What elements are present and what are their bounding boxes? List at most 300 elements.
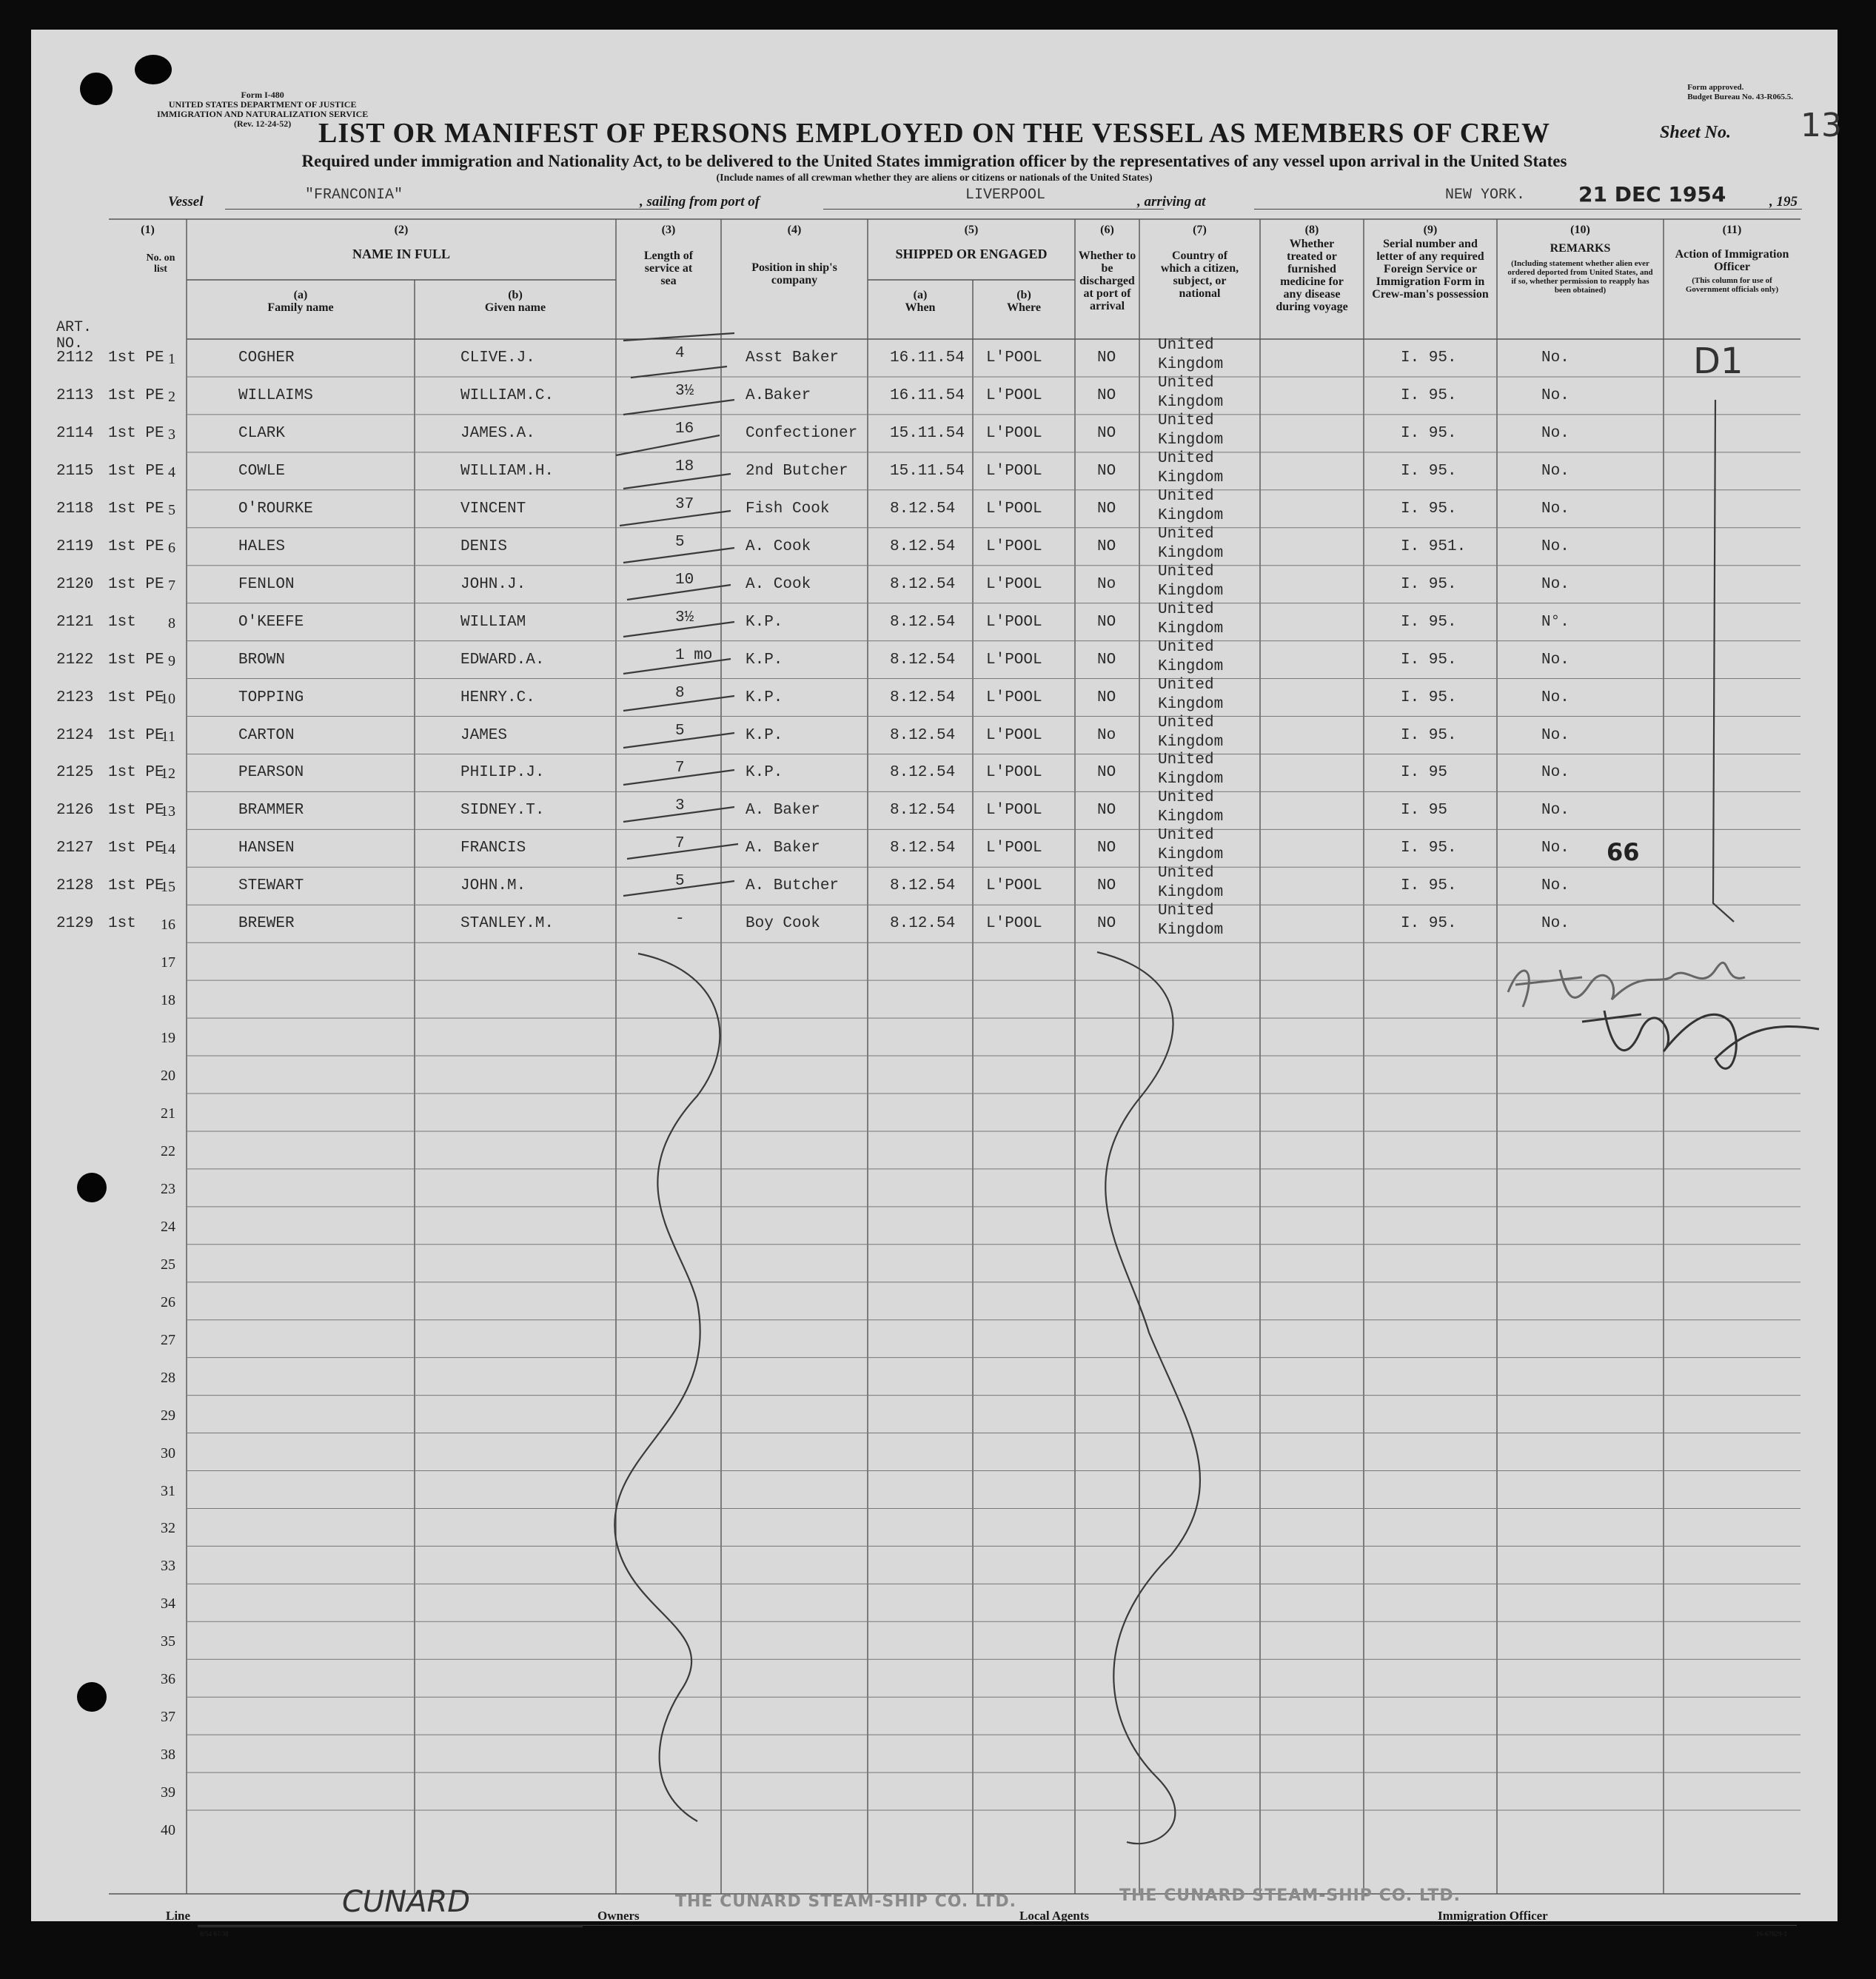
discharge-status: No	[1097, 726, 1116, 744]
class-code: 1st PE	[108, 538, 164, 555]
year-suffix: , 195	[1769, 194, 1798, 210]
col2a-label: Family name	[267, 301, 334, 314]
col6-number: (6)	[1100, 224, 1114, 236]
shipped-when: 8.12.54	[890, 764, 956, 782]
list-number: 20	[161, 1068, 175, 1085]
col2-number: (2)	[394, 224, 409, 236]
art-number: 2112	[56, 349, 94, 366]
shipped-when: 8.12.54	[890, 575, 956, 593]
country-cell: United Kingdom	[1158, 337, 1224, 373]
print-code-right: 16-67829-1	[1756, 1930, 1787, 1938]
class-code: 1st PE	[108, 575, 164, 593]
form-number-cell: I. 95.	[1401, 651, 1457, 669]
form-number: Form I-480	[241, 90, 284, 100]
length-of-service: 3½	[675, 382, 694, 400]
remarks-cell: No.	[1541, 840, 1570, 857]
form-number-cell: I. 95.	[1401, 349, 1457, 366]
col9-header	[1364, 224, 1497, 301]
family-name: O'KEEFE	[238, 613, 304, 631]
discharge-status: NO	[1097, 651, 1116, 669]
col1-number: (1)	[141, 224, 155, 236]
art-number: 2126	[56, 802, 94, 820]
length-of-service: -	[675, 911, 685, 928]
family-name: HANSEN	[238, 840, 295, 857]
length-of-service: 10	[675, 571, 694, 589]
col11-label: Action of Immigration Officer	[1675, 248, 1789, 273]
family-name: BREWER	[238, 915, 295, 933]
list-number: 29	[161, 1407, 175, 1424]
country-cell: United Kingdom	[1158, 600, 1224, 637]
list-number: 19	[161, 1030, 175, 1047]
length-of-service: 18	[675, 458, 694, 475]
discharge-status: NO	[1097, 915, 1116, 933]
list-number: 9	[168, 652, 175, 669]
discharge-status: NO	[1097, 689, 1116, 706]
table-row	[31, 867, 1838, 905]
col1-header	[109, 224, 187, 275]
shipped-when: 8.12.54	[890, 802, 956, 820]
position: K.P.	[746, 689, 783, 706]
di-annotation: D1	[1693, 341, 1743, 382]
line-value-handwritten: CUNARD	[342, 1885, 471, 1919]
art-number: 2127	[56, 840, 94, 857]
class-code: 1st PE	[108, 689, 164, 706]
remarks-cell: No.	[1541, 462, 1570, 480]
art-number: 2121	[56, 613, 94, 631]
col4-label: Position in ship's company	[751, 261, 837, 287]
class-code: 1st PE	[108, 726, 164, 744]
position: Boy Cook	[746, 915, 820, 933]
col9-number: (9)	[1423, 224, 1438, 236]
discharge-status: NO	[1097, 538, 1116, 555]
list-number: 35	[161, 1633, 175, 1650]
length-of-service: 5	[675, 533, 685, 551]
table-row	[31, 714, 1838, 754]
country-cell: United Kingdom	[1158, 903, 1224, 940]
position: Asst Baker	[746, 349, 840, 366]
agency-name: UNITED STATES DEPARTMENT OF JUSTICE	[168, 99, 357, 110]
col5-header	[868, 224, 1075, 261]
art-number: 2124	[56, 726, 94, 744]
given-name: STANLEY.M.	[460, 915, 555, 933]
form-number-cell: I. 95.	[1401, 840, 1457, 857]
list-number: 31	[161, 1482, 175, 1499]
form-subnote: (Include names of all crewman whether they are aliens or citizens or nationals of the United States)	[716, 173, 1153, 184]
given-name: WILLIAM.C.	[460, 386, 555, 404]
art-number: 2119	[56, 538, 94, 555]
list-number: 26	[161, 1293, 175, 1310]
list-number: 39	[161, 1784, 175, 1801]
position: A. Baker	[746, 802, 820, 820]
table-row	[31, 487, 1838, 528]
form-number-cell: I. 95.	[1401, 877, 1457, 895]
col10-note: (Including statement whether alien ever ordered deported from United States, and if so, whether permission to reapply has been obtained)	[1507, 259, 1653, 295]
family-name: CLARK	[238, 424, 286, 442]
list-number: 11	[161, 728, 175, 745]
class-code: 1st PE	[108, 877, 164, 895]
shipped-when: 16.11.54	[890, 386, 965, 404]
col5b-label: Where	[1007, 301, 1041, 314]
list-number: 40	[161, 1822, 175, 1839]
class-code: 1st PE	[108, 386, 164, 404]
position: A. Cook	[746, 538, 811, 555]
col11-header	[1664, 224, 1800, 294]
given-name: JOHN.J.	[460, 575, 526, 593]
shipped-where: L'POOL	[986, 575, 1042, 593]
list-number: 33	[161, 1558, 175, 1575]
col2b-label: Given name	[484, 301, 546, 314]
form-number-cell: I. 95.	[1401, 689, 1457, 706]
list-number: 16	[161, 917, 175, 934]
shipped-where: L'POOL	[986, 613, 1042, 631]
footer-rule	[198, 1925, 1797, 1926]
position: A. Cook	[746, 575, 811, 593]
shipped-where: L'POOL	[986, 802, 1042, 820]
country-cell: United Kingdom	[1158, 638, 1224, 675]
list-number: 12	[161, 766, 175, 783]
shipped-where: L'POOL	[986, 764, 1042, 782]
arrival-port: NEW YORK.	[1445, 187, 1526, 204]
arriving-label: , arriving at	[1137, 194, 1206, 210]
shipped-when: 8.12.54	[890, 877, 956, 895]
list-number: 1	[168, 351, 175, 367]
shipped-when: 8.12.54	[890, 915, 956, 933]
shipped-where: L'POOL	[986, 651, 1042, 669]
shipped-when: 8.12.54	[890, 538, 956, 555]
form-number-cell: I. 95	[1401, 802, 1448, 820]
position: Fish Cook	[746, 500, 830, 518]
col11-number: (11)	[1722, 224, 1742, 236]
discharge-status: NO	[1097, 613, 1116, 631]
list-number: 38	[161, 1747, 175, 1764]
shipped-when: 15.11.54	[890, 462, 965, 480]
given-name: FRANCIS	[460, 840, 526, 857]
remarks-cell: No.	[1541, 689, 1570, 706]
shipped-where: L'POOL	[986, 877, 1042, 895]
given-name: JAMES.A.	[460, 424, 535, 442]
officer-signature	[1493, 940, 1834, 1103]
class-code: 1st PE	[108, 462, 164, 480]
list-number: 10	[161, 690, 175, 707]
table-row	[31, 525, 1838, 566]
country-cell: United Kingdom	[1158, 525, 1224, 562]
art-number: 2114	[56, 424, 94, 442]
country-cell: United Kingdom	[1158, 412, 1224, 449]
table-row	[31, 751, 1838, 791]
family-name: BROWN	[238, 651, 286, 669]
col7-label: Country of which a citizen, subject, or national	[1160, 250, 1239, 300]
shipped-where: L'POOL	[986, 349, 1042, 366]
binder-hole-icon	[77, 1682, 107, 1712]
list-number: 13	[161, 803, 175, 820]
country-cell: United Kingdom	[1158, 676, 1224, 713]
shipped-where: L'POOL	[986, 915, 1042, 933]
shipped-where: L'POOL	[986, 726, 1042, 744]
form-number-cell: I. 95.	[1401, 386, 1457, 404]
table-row	[31, 905, 1838, 942]
table-row	[31, 339, 1838, 377]
table-row	[31, 829, 1838, 867]
given-name: DENIS	[460, 538, 508, 555]
position: Confectioner	[746, 424, 858, 442]
discharge-status: NO	[1097, 802, 1116, 820]
print-code-left: 8/54 67/38	[200, 1930, 229, 1938]
table-row	[31, 412, 1838, 452]
class-code: 1st PE	[108, 764, 164, 782]
family-name: COGHER	[238, 349, 295, 366]
list-number: 28	[161, 1369, 175, 1386]
remarks-cell: No.	[1541, 500, 1570, 518]
art-number: 2123	[56, 689, 94, 706]
form-number-cell: I. 95.	[1401, 613, 1457, 631]
list-number: 8	[168, 615, 175, 632]
line-label: Line	[166, 1909, 191, 1923]
departure-port: LIVERPOOL	[965, 187, 1046, 204]
discharge-status: NO	[1097, 764, 1116, 782]
length-of-service: 8	[675, 684, 685, 702]
col3-label: Length of service at sea	[643, 250, 694, 287]
class-code: 1st	[108, 613, 136, 631]
table-row	[31, 563, 1838, 603]
art-number: 2113	[56, 386, 94, 404]
family-name: TOPPING	[238, 689, 304, 706]
shipped-where: L'POOL	[986, 386, 1042, 404]
family-name: CARTON	[238, 726, 295, 744]
shipped-where: L'POOL	[986, 424, 1042, 442]
remarks-cell: No.	[1541, 386, 1570, 404]
form-number-cell: I. 95.	[1401, 726, 1457, 744]
length-of-service: 1 mo	[675, 646, 713, 664]
col5a-label: When	[905, 301, 936, 314]
col7-header	[1139, 224, 1260, 300]
owners-value: THE CUNARD STEAM-SHIP CO. LTD.	[675, 1892, 1016, 1911]
torn-corner-icon	[135, 55, 172, 84]
remarks-cell: No.	[1541, 538, 1570, 555]
col1-label: No. on list	[146, 252, 175, 275]
class-code: 1st PE	[108, 840, 164, 857]
list-number: 18	[161, 992, 175, 1009]
remarks-cell: No.	[1541, 424, 1570, 442]
col5b-number: (b)	[1016, 289, 1031, 301]
remarks-cell: No.	[1541, 802, 1570, 820]
discharge-status: NO	[1097, 424, 1116, 442]
discharge-status: NO	[1097, 877, 1116, 895]
col5b-header	[973, 289, 1075, 314]
col7-number: (7)	[1193, 224, 1207, 236]
family-name: O'ROURKE	[238, 500, 313, 518]
list-number: 5	[168, 501, 175, 518]
length-of-service: 5	[675, 722, 685, 740]
remarks-cell: No.	[1541, 651, 1570, 669]
given-name: HENRY.C.	[460, 689, 535, 706]
list-number: 17	[161, 954, 175, 971]
col10-number: (10)	[1570, 224, 1590, 236]
col2b-header	[415, 289, 616, 314]
length-of-service: 3½	[675, 609, 694, 626]
list-number: 24	[161, 1218, 175, 1235]
position: K.P.	[746, 726, 783, 744]
col2a-header	[187, 289, 415, 314]
col10-header	[1497, 224, 1664, 295]
discharge-status: NO	[1097, 840, 1116, 857]
shipped-when: 8.12.54	[890, 840, 956, 857]
list-number: 21	[161, 1105, 175, 1122]
col11-note: (This column for use of Government officials only)	[1685, 276, 1779, 294]
col8-header	[1260, 224, 1364, 313]
table-row	[31, 600, 1838, 641]
shipped-when: 16.11.54	[890, 349, 965, 366]
sheet-label: Sheet No.	[1660, 123, 1731, 142]
form-number-cell: I. 951.	[1401, 538, 1467, 555]
remarks-cell: No.	[1541, 764, 1570, 782]
owners-label: Owners	[597, 1909, 640, 1923]
given-name: WILLIAM	[460, 613, 526, 631]
given-name: PHILIP.J.	[460, 764, 545, 782]
list-number: 30	[161, 1444, 175, 1461]
length-of-service: 7	[675, 760, 685, 777]
given-name: WILLIAM.H.	[460, 462, 555, 480]
country-cell: United Kingdom	[1158, 714, 1224, 751]
torn-corner-icon	[80, 73, 113, 105]
sheet-number: 13	[1800, 107, 1842, 144]
local-agents-value: THE CUNARD STEAM-SHIP CO. LTD.	[1119, 1886, 1461, 1905]
service-name: IMMIGRATION AND NATURALIZATION SERVICE	[157, 109, 369, 119]
remarks-cell: No.	[1541, 349, 1570, 366]
position: A. Baker	[746, 840, 820, 857]
shipped-when: 8.12.54	[890, 651, 956, 669]
country-cell: United Kingdom	[1158, 865, 1224, 902]
col5a-number: (a)	[913, 289, 928, 301]
family-name: WILLAIMS	[238, 386, 313, 404]
list-number: 4	[168, 463, 175, 480]
position: K.P.	[746, 764, 783, 782]
shipped-when: 8.12.54	[890, 613, 956, 631]
family-name: FENLON	[238, 575, 295, 593]
form-number-cell: I. 95	[1401, 764, 1448, 782]
col2-label: NAME IN FULL	[352, 247, 450, 261]
art-number: 2122	[56, 651, 94, 669]
list-number: 34	[161, 1595, 175, 1613]
col10-label: REMARKS	[1550, 242, 1611, 255]
length-of-service: 7	[675, 835, 685, 853]
col3-header	[616, 224, 721, 287]
remarks-cell: No.	[1541, 915, 1570, 933]
art-number: 2129	[56, 915, 94, 933]
form-number-cell: I. 95.	[1401, 462, 1457, 480]
list-number: 25	[161, 1256, 175, 1273]
country-cell: United Kingdom	[1158, 374, 1224, 411]
form-number-cell: I. 95.	[1401, 575, 1457, 593]
manifest-sheet	[31, 30, 1842, 1938]
arrival-date-stamp: 21 DEC 1954	[1578, 182, 1726, 207]
table-row	[31, 374, 1838, 415]
length-of-service: 4	[675, 345, 685, 362]
given-name: JAMES	[460, 726, 508, 744]
table-row	[31, 449, 1838, 490]
class-code: 1st PE	[108, 500, 164, 518]
shipped-when: 15.11.54	[890, 424, 965, 442]
country-cell: United Kingdom	[1158, 487, 1224, 524]
col3-number: (3)	[661, 224, 676, 236]
family-name: HALES	[238, 538, 286, 555]
shipped-when: 8.12.54	[890, 689, 956, 706]
list-number: 7	[168, 577, 175, 594]
position: K.P.	[746, 651, 783, 669]
table-row	[31, 791, 1838, 829]
list-number: 6	[168, 539, 175, 556]
col8-label: Whether treated or furnished medicine for any disease during voyage	[1276, 238, 1348, 313]
length-of-service: 16	[675, 420, 694, 438]
budget-bureau-no: Budget Bureau No. 43-R065.5.	[1687, 93, 1793, 101]
table-row	[31, 638, 1838, 679]
form-title: LIST OR MANIFEST OF PERSONS EMPLOYED ON THE VESSEL AS MEMBERS OF CREW	[318, 118, 1550, 149]
shipped-when: 8.12.54	[890, 500, 956, 518]
length-of-service: 37	[675, 495, 694, 513]
col5-label: SHIPPED OR ENGAGED	[895, 247, 1048, 261]
shipped-where: L'POOL	[986, 500, 1042, 518]
table-row	[31, 676, 1838, 717]
shipped-where: L'POOL	[986, 689, 1042, 706]
discharge-status: NO	[1097, 386, 1116, 404]
discharge-status: NO	[1097, 349, 1116, 366]
length-of-service: 5	[675, 873, 685, 891]
col6-header	[1075, 224, 1139, 312]
given-name: EDWARD.A.	[460, 651, 545, 669]
list-number: 37	[161, 1709, 175, 1726]
family-name: COWLE	[238, 462, 286, 480]
country-cell: United Kingdom	[1158, 789, 1224, 826]
art-number: 2118	[56, 500, 94, 518]
list-number: 22	[161, 1142, 175, 1159]
position: K.P.	[746, 613, 783, 631]
given-name: CLIVE.J.	[460, 349, 535, 366]
shipped-when: 8.12.54	[890, 726, 956, 744]
country-cell: United Kingdom	[1158, 563, 1224, 600]
col6-label: Whether to be discharged at port of arrival	[1078, 250, 1136, 312]
class-code: 1st PE	[108, 424, 164, 442]
art-no-label: ART. NO.	[56, 319, 93, 352]
class-code: 1st PE	[108, 651, 164, 669]
list-number: 27	[161, 1331, 175, 1348]
remarks-cell: No.	[1541, 726, 1570, 744]
discharge-status: No	[1097, 575, 1116, 593]
sailing-label: , sailing from port of	[640, 194, 760, 210]
art-number: 2120	[56, 575, 94, 593]
class-code: 1st	[108, 915, 136, 933]
given-name: JOHN.M.	[460, 877, 526, 895]
form-subtitle: Required under immigration and Nationality Act, to be delivered to the United States immigration officer by the representatives of any vessel upon arrival in the United States	[301, 152, 1567, 170]
shipped-where: L'POOL	[986, 840, 1042, 857]
form-number-cell: I. 95.	[1401, 915, 1457, 933]
vessel-label: Vessel	[168, 194, 204, 210]
col5-number: (5)	[964, 224, 979, 236]
vessel-name: "FRANCONIA"	[305, 187, 403, 204]
position: 2nd Butcher	[746, 462, 848, 480]
shipped-where: L'POOL	[986, 538, 1042, 555]
country-cell: United Kingdom	[1158, 751, 1224, 788]
family-name: PEARSON	[238, 764, 304, 782]
binder-hole-icon	[77, 1173, 107, 1202]
col2-header	[187, 224, 616, 261]
immigration-officer-label: Immigration Officer	[1438, 1909, 1548, 1923]
class-code: 1st PE	[108, 802, 164, 820]
form-number-cell: I. 95.	[1401, 500, 1457, 518]
local-agents-label: Local Agents	[1019, 1909, 1089, 1923]
discharge-status: NO	[1097, 500, 1116, 518]
given-name: SIDNEY.T.	[460, 802, 545, 820]
col4-header	[721, 224, 868, 287]
family-name: BRAMMER	[238, 802, 304, 820]
